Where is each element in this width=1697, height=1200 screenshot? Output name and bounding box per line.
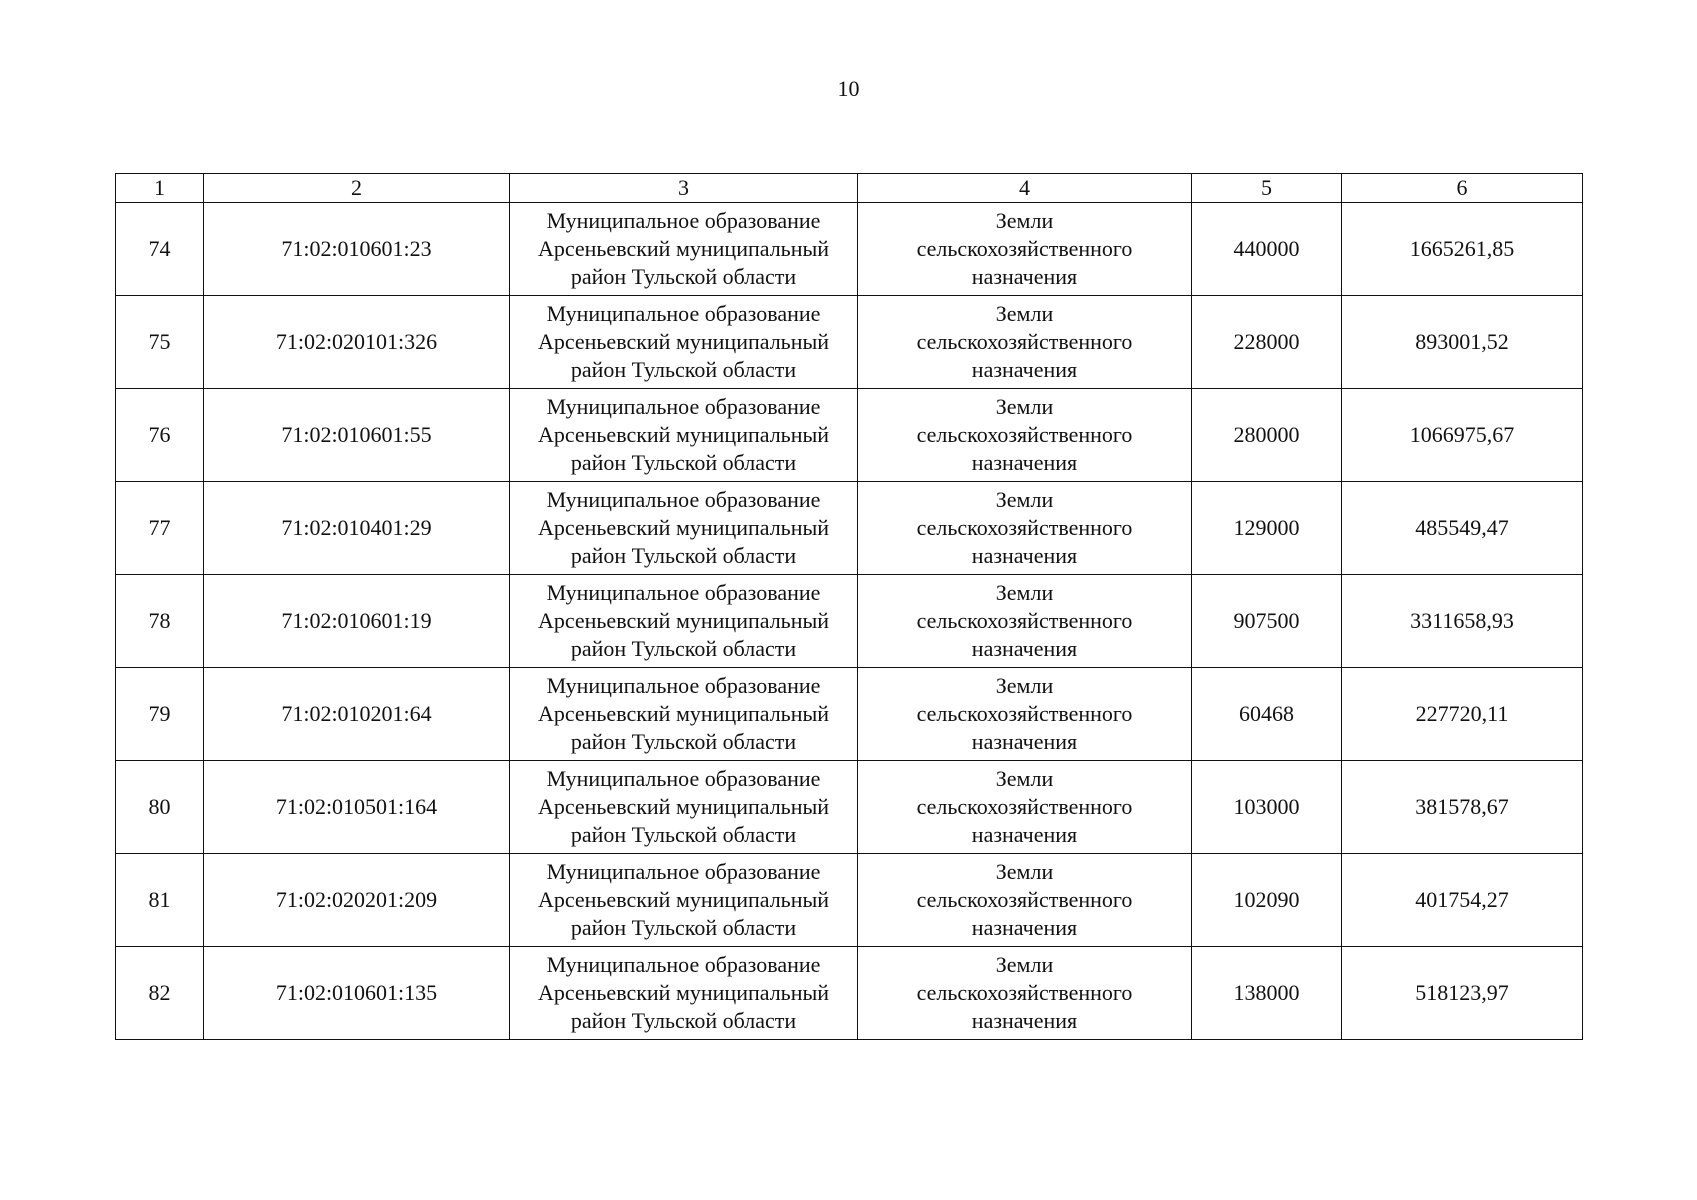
owner-cell <box>510 947 858 1040</box>
category-line: назначения <box>971 822 1078 847</box>
value-cell: 893001,52 <box>1342 296 1583 389</box>
category-line: назначения <box>971 357 1078 382</box>
area-cell: 907500 <box>1192 575 1342 668</box>
land-category-cell <box>858 947 1192 1040</box>
value-cell: 518123,97 <box>1342 947 1583 1040</box>
owner-line: Муниципальное образование <box>546 301 821 326</box>
table-row <box>116 482 1583 575</box>
land-category-cell <box>858 854 1192 947</box>
area-cell: 129000 <box>1192 482 1342 575</box>
category-line: назначения <box>971 543 1078 568</box>
cadastral-number-cell: 71:02:010601:55 <box>204 389 510 482</box>
table-row <box>116 854 1583 947</box>
owner-line: Муниципальное образование <box>546 952 821 977</box>
column-header-5: 5 <box>1192 174 1342 203</box>
area-cell: 440000 <box>1192 203 1342 296</box>
category-line: сельскохозяйственного <box>916 608 1133 633</box>
table-row <box>116 203 1583 296</box>
category-line: сельскохозяйственного <box>916 515 1133 540</box>
owner-line: район Тульской области <box>570 543 797 568</box>
land-category-cell <box>858 761 1192 854</box>
row-number-cell: 81 <box>116 854 204 947</box>
row-number-cell: 74 <box>116 203 204 296</box>
cadastral-number-cell: 71:02:010401:29 <box>204 482 510 575</box>
value-cell: 1066975,67 <box>1342 389 1583 482</box>
land-category-cell <box>858 482 1192 575</box>
row-number-cell: 77 <box>116 482 204 575</box>
cadastral-number-cell: 71:02:010201:64 <box>204 668 510 761</box>
category-line: Земли <box>995 859 1054 884</box>
cadastral-number-cell: 71:02:010601:23 <box>204 203 510 296</box>
owner-line: район Тульской области <box>570 450 797 475</box>
land-category-cell <box>858 296 1192 389</box>
cadastral-number-cell: 71:02:010601:19 <box>204 575 510 668</box>
page-number: 10 <box>837 76 860 101</box>
owner-line: Арсеньевский муниципальный <box>537 980 830 1005</box>
land-category-cell <box>858 575 1192 668</box>
owner-cell <box>510 389 858 482</box>
owner-line: район Тульской области <box>570 636 797 661</box>
owner-line: Муниципальное образование <box>546 673 821 698</box>
table-row <box>116 296 1583 389</box>
category-line: назначения <box>971 450 1078 475</box>
area-cell: 102090 <box>1192 854 1342 947</box>
category-line: Земли <box>995 766 1054 791</box>
area-cell: 138000 <box>1192 947 1342 1040</box>
table-body <box>116 203 1583 1040</box>
owner-line: Арсеньевский муниципальный <box>537 422 830 447</box>
land-plots-table <box>115 173 1583 1040</box>
owner-line: район Тульской области <box>570 915 797 940</box>
value-cell: 485549,47 <box>1342 482 1583 575</box>
land-category-cell <box>858 389 1192 482</box>
cadastral-number-cell: 71:02:010501:164 <box>204 761 510 854</box>
category-line: назначения <box>971 915 1078 940</box>
table-row <box>116 668 1583 761</box>
category-line: сельскохозяйственного <box>916 236 1133 261</box>
owner-line: район Тульской области <box>570 357 797 382</box>
table-row <box>116 947 1583 1040</box>
owner-cell <box>510 854 858 947</box>
owner-line: Муниципальное образование <box>546 859 821 884</box>
area-cell: 280000 <box>1192 389 1342 482</box>
row-number-cell: 76 <box>116 389 204 482</box>
owner-line: район Тульской области <box>570 729 797 754</box>
column-header-3: 3 <box>510 174 858 203</box>
category-line: Земли <box>995 952 1054 977</box>
category-line: Земли <box>995 208 1054 233</box>
table-row <box>116 575 1583 668</box>
table-header <box>116 174 1583 203</box>
column-header-1: 1 <box>116 174 204 203</box>
owner-line: Муниципальное образование <box>546 580 821 605</box>
value-cell: 227720,11 <box>1342 668 1583 761</box>
value-cell: 381578,67 <box>1342 761 1583 854</box>
value-cell: 1665261,85 <box>1342 203 1583 296</box>
row-number-cell: 79 <box>116 668 204 761</box>
owner-line: Арсеньевский муниципальный <box>537 887 830 912</box>
owner-line: Муниципальное образование <box>546 208 821 233</box>
owner-line: Муниципальное образование <box>546 487 821 512</box>
category-line: сельскохозяйственного <box>916 329 1133 354</box>
cadastral-number-cell: 71:02:010601:135 <box>204 947 510 1040</box>
column-header-4: 4 <box>858 174 1192 203</box>
category-line: Земли <box>995 487 1054 512</box>
owner-line: Арсеньевский муниципальный <box>537 608 830 633</box>
owner-line: район Тульской области <box>570 264 797 289</box>
category-line: назначения <box>971 636 1078 661</box>
owner-line: Арсеньевский муниципальный <box>537 515 830 540</box>
category-line: сельскохозяйственного <box>916 701 1133 726</box>
category-line: Земли <box>995 673 1054 698</box>
category-line: Земли <box>995 394 1054 419</box>
row-number-cell: 82 <box>116 947 204 1040</box>
owner-line: Арсеньевский муниципальный <box>537 329 830 354</box>
owner-cell <box>510 296 858 389</box>
column-number-row <box>116 174 1583 203</box>
value-cell: 401754,27 <box>1342 854 1583 947</box>
column-header-6: 6 <box>1342 174 1583 203</box>
category-line: сельскохозяйственного <box>916 794 1133 819</box>
area-cell: 103000 <box>1192 761 1342 854</box>
owner-cell <box>510 761 858 854</box>
row-number-cell: 78 <box>116 575 204 668</box>
owner-cell <box>510 482 858 575</box>
cadastral-number-cell: 71:02:020101:326 <box>204 296 510 389</box>
owner-line: Арсеньевский муниципальный <box>537 701 830 726</box>
category-line: назначения <box>971 264 1078 289</box>
row-number-cell: 80 <box>116 761 204 854</box>
category-line: назначения <box>971 729 1078 754</box>
category-line: назначения <box>971 1008 1078 1033</box>
category-line: сельскохозяйственного <box>916 887 1133 912</box>
table-row <box>116 389 1583 482</box>
column-header-2: 2 <box>204 174 510 203</box>
owner-line: Муниципальное образование <box>546 766 821 791</box>
category-line: сельскохозяйственного <box>916 980 1133 1005</box>
owner-line: район Тульской области <box>570 1008 797 1033</box>
owner-cell <box>510 575 858 668</box>
table-row <box>116 761 1583 854</box>
land-category-cell <box>858 203 1192 296</box>
owner-line: Арсеньевский муниципальный <box>537 794 830 819</box>
owner-cell <box>510 668 858 761</box>
area-cell: 228000 <box>1192 296 1342 389</box>
owner-cell <box>510 203 858 296</box>
category-line: Земли <box>995 301 1054 326</box>
category-line: Земли <box>995 580 1054 605</box>
owner-line: Муниципальное образование <box>546 394 821 419</box>
category-line: сельскохозяйственного <box>916 422 1133 447</box>
value-cell: 3311658,93 <box>1342 575 1583 668</box>
area-cell: 60468 <box>1192 668 1342 761</box>
owner-line: район Тульской области <box>570 822 797 847</box>
cadastral-number-cell: 71:02:020201:209 <box>204 854 510 947</box>
land-category-cell <box>858 668 1192 761</box>
owner-line: Арсеньевский муниципальный <box>537 236 830 261</box>
row-number-cell: 75 <box>116 296 204 389</box>
